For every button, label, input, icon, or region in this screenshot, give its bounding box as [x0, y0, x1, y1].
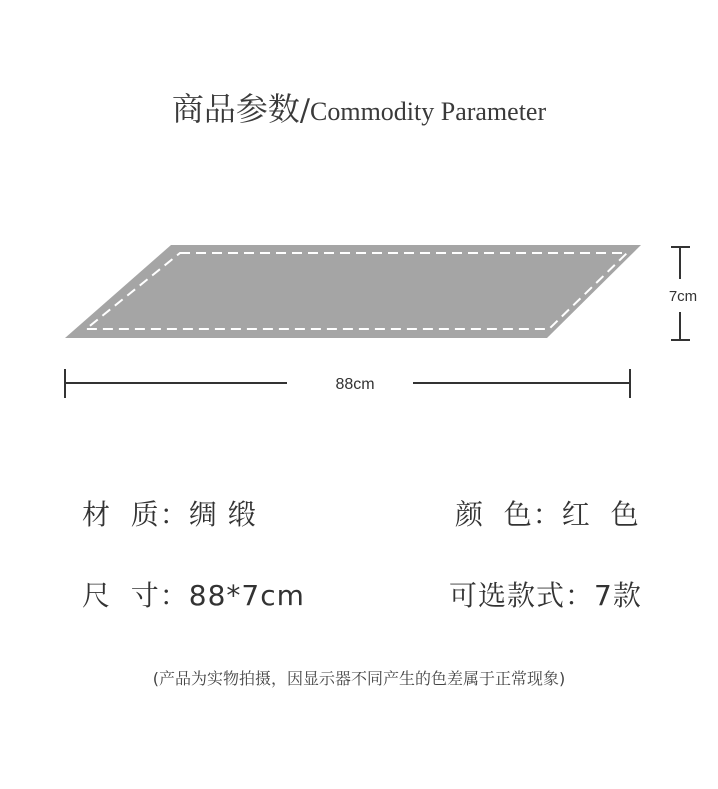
spec-size: 尺 寸：88*7cm — [82, 579, 305, 612]
title-chinese: 商品参数 — [171, 90, 300, 128]
width-label: 88cm — [335, 376, 375, 393]
title-separator: / — [299, 93, 310, 128]
spec-color: 颜 色：红 色 — [455, 498, 640, 531]
color-difference-note: (产品为实物拍摄，因显示器不同产生的色差属于正常现象) — [152, 669, 566, 688]
spec-styles: 可选款式：7款 — [449, 579, 642, 612]
spec-material: 材 质：绸 缎 — [82, 498, 257, 531]
height-label: 7cm — [668, 288, 698, 305]
title-english: Commodity Parameter — [310, 97, 547, 126]
